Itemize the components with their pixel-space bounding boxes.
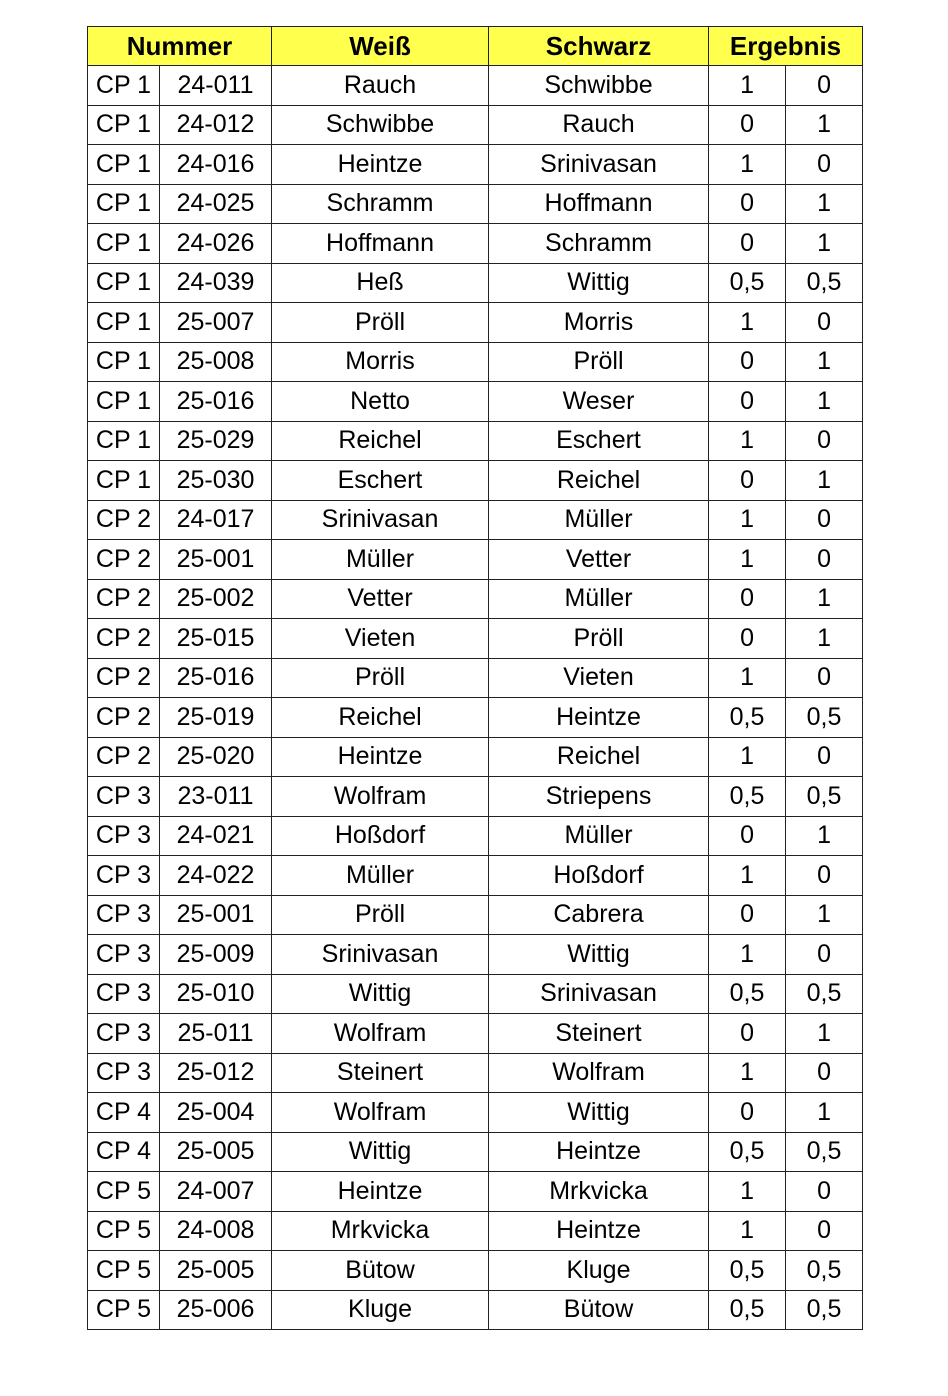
cell-cp: CP 3 xyxy=(88,777,160,817)
cell-white-player: Wolfram xyxy=(272,1014,489,1054)
cell-white-player: Schwibbe xyxy=(272,105,489,145)
cell-game-number: 25-009 xyxy=(160,935,272,975)
cell-game-number: 25-030 xyxy=(160,461,272,501)
cell-black-player: Schwibbe xyxy=(489,66,709,106)
cell-black-player: Srinivasan xyxy=(489,145,709,185)
cell-white-player: Steinert xyxy=(272,1053,489,1093)
table-row xyxy=(88,1053,863,1093)
cell-game-number: 25-001 xyxy=(160,540,272,580)
cell-result-black: 0,5 xyxy=(786,974,863,1014)
cell-cp: CP 1 xyxy=(88,224,160,264)
cell-game-number: 24-017 xyxy=(160,500,272,540)
cell-game-number: 25-007 xyxy=(160,303,272,343)
cell-white-player: Hoffmann xyxy=(272,224,489,264)
cell-result-black: 0 xyxy=(786,1172,863,1212)
cell-result-white: 1 xyxy=(709,421,786,461)
table-row xyxy=(88,421,863,461)
table-row xyxy=(88,382,863,422)
cell-cp: CP 2 xyxy=(88,619,160,659)
table-row xyxy=(88,816,863,856)
cell-result-black: 0,5 xyxy=(786,263,863,303)
table-row xyxy=(88,1014,863,1054)
cell-result-white: 1 xyxy=(709,1211,786,1251)
cell-cp: CP 1 xyxy=(88,184,160,224)
cell-result-white: 0 xyxy=(709,619,786,659)
cell-cp: CP 3 xyxy=(88,856,160,896)
cell-cp: CP 2 xyxy=(88,698,160,738)
table-row xyxy=(88,579,863,619)
cell-cp: CP 1 xyxy=(88,382,160,422)
header-weiss: Weiß xyxy=(272,27,489,66)
cell-black-player: Pröll xyxy=(489,619,709,659)
cell-white-player: Schramm xyxy=(272,184,489,224)
cell-result-black: 0 xyxy=(786,540,863,580)
cell-game-number: 25-005 xyxy=(160,1132,272,1172)
cell-result-black: 1 xyxy=(786,1093,863,1133)
cell-result-white: 0 xyxy=(709,1093,786,1133)
cell-result-black: 0 xyxy=(786,145,863,185)
cell-result-black: 0 xyxy=(786,737,863,777)
table-row xyxy=(88,856,863,896)
header-nummer: Nummer xyxy=(88,27,272,66)
cell-black-player: Reichel xyxy=(489,737,709,777)
cell-result-white: 1 xyxy=(709,540,786,580)
cell-white-player: Wittig xyxy=(272,974,489,1014)
cell-result-black: 0 xyxy=(786,1053,863,1093)
cell-result-white: 1 xyxy=(709,658,786,698)
cell-cp: CP 2 xyxy=(88,500,160,540)
cell-result-black: 1 xyxy=(786,816,863,856)
cell-result-black: 1 xyxy=(786,461,863,501)
cell-white-player: Vetter xyxy=(272,579,489,619)
cell-game-number: 25-005 xyxy=(160,1251,272,1291)
table-row xyxy=(88,66,863,106)
cell-black-player: Vetter xyxy=(489,540,709,580)
cell-cp: CP 2 xyxy=(88,579,160,619)
cell-black-player: Eschert xyxy=(489,421,709,461)
cell-result-white: 0,5 xyxy=(709,1290,786,1330)
cell-black-player: Schramm xyxy=(489,224,709,264)
cell-result-white: 0 xyxy=(709,895,786,935)
table-row xyxy=(88,1132,863,1172)
cell-white-player: Reichel xyxy=(272,698,489,738)
cell-white-player: Heß xyxy=(272,263,489,303)
cell-black-player: Wittig xyxy=(489,1093,709,1133)
cell-white-player: Kluge xyxy=(272,1290,489,1330)
cell-game-number: 25-020 xyxy=(160,737,272,777)
cell-result-white: 0 xyxy=(709,224,786,264)
cell-cp: CP 3 xyxy=(88,816,160,856)
cell-result-black: 0 xyxy=(786,500,863,540)
cell-result-black: 0,5 xyxy=(786,777,863,817)
cell-cp: CP 2 xyxy=(88,658,160,698)
header-schwarz: Schwarz xyxy=(489,27,709,66)
cell-game-number: 24-022 xyxy=(160,856,272,896)
cell-cp: CP 5 xyxy=(88,1172,160,1212)
cell-game-number: 24-021 xyxy=(160,816,272,856)
cell-game-number: 24-007 xyxy=(160,1172,272,1212)
cell-cp: CP 3 xyxy=(88,1053,160,1093)
cell-result-black: 0 xyxy=(786,935,863,975)
cell-cp: CP 1 xyxy=(88,145,160,185)
cell-result-white: 0,5 xyxy=(709,263,786,303)
cell-game-number: 25-015 xyxy=(160,619,272,659)
cell-white-player: Wittig xyxy=(272,1132,489,1172)
cell-game-number: 24-039 xyxy=(160,263,272,303)
cell-result-white: 0,5 xyxy=(709,698,786,738)
cell-game-number: 25-008 xyxy=(160,342,272,382)
cell-result-white: 0 xyxy=(709,105,786,145)
cell-result-black: 0,5 xyxy=(786,698,863,738)
cell-result-white: 0 xyxy=(709,816,786,856)
cell-result-white: 0 xyxy=(709,461,786,501)
cell-black-player: Heintze xyxy=(489,1211,709,1251)
table-row xyxy=(88,619,863,659)
cell-result-white: 0,5 xyxy=(709,777,786,817)
cell-result-black: 0,5 xyxy=(786,1290,863,1330)
cell-cp: CP 1 xyxy=(88,342,160,382)
cell-white-player: Eschert xyxy=(272,461,489,501)
cell-white-player: Wolfram xyxy=(272,777,489,817)
cell-black-player: Wittig xyxy=(489,935,709,975)
cell-black-player: Hoßdorf xyxy=(489,856,709,896)
cell-white-player: Rauch xyxy=(272,66,489,106)
cell-game-number: 25-016 xyxy=(160,382,272,422)
cell-black-player: Wolfram xyxy=(489,1053,709,1093)
cell-white-player: Mrkvicka xyxy=(272,1211,489,1251)
table-row xyxy=(88,658,863,698)
cell-result-black: 0 xyxy=(786,658,863,698)
cell-black-player: Morris xyxy=(489,303,709,343)
cell-game-number: 24-008 xyxy=(160,1211,272,1251)
table-row xyxy=(88,895,863,935)
table-row xyxy=(88,1211,863,1251)
cell-cp: CP 1 xyxy=(88,303,160,343)
cell-game-number: 25-006 xyxy=(160,1290,272,1330)
cell-result-black: 0,5 xyxy=(786,1132,863,1172)
cell-result-black: 0,5 xyxy=(786,1251,863,1291)
cell-white-player: Müller xyxy=(272,540,489,580)
cell-result-white: 0 xyxy=(709,579,786,619)
cell-game-number: 24-026 xyxy=(160,224,272,264)
cell-white-player: Müller xyxy=(272,856,489,896)
cell-cp: CP 3 xyxy=(88,974,160,1014)
cell-black-player: Wittig xyxy=(489,263,709,303)
cell-white-player: Pröll xyxy=(272,303,489,343)
cell-white-player: Wolfram xyxy=(272,1093,489,1133)
cell-white-player: Pröll xyxy=(272,658,489,698)
table-row xyxy=(88,461,863,501)
table-row xyxy=(88,184,863,224)
cell-white-player: Srinivasan xyxy=(272,935,489,975)
table-row xyxy=(88,737,863,777)
cell-white-player: Hoßdorf xyxy=(272,816,489,856)
table-row xyxy=(88,1290,863,1330)
cell-black-player: Srinivasan xyxy=(489,974,709,1014)
table-row xyxy=(88,1251,863,1291)
cell-black-player: Heintze xyxy=(489,698,709,738)
cell-game-number: 25-012 xyxy=(160,1053,272,1093)
cell-game-number: 24-025 xyxy=(160,184,272,224)
cell-white-player: Bütow xyxy=(272,1251,489,1291)
cell-game-number: 24-016 xyxy=(160,145,272,185)
cell-cp: CP 4 xyxy=(88,1132,160,1172)
cell-white-player: Pröll xyxy=(272,895,489,935)
cell-cp: CP 2 xyxy=(88,540,160,580)
cell-cp: CP 2 xyxy=(88,737,160,777)
table-row xyxy=(88,500,863,540)
cell-result-black: 1 xyxy=(786,1014,863,1054)
cell-black-player: Müller xyxy=(489,500,709,540)
cell-result-black: 1 xyxy=(786,895,863,935)
results-table xyxy=(87,26,863,1330)
table-row xyxy=(88,974,863,1014)
cell-game-number: 25-001 xyxy=(160,895,272,935)
cell-game-number: 23-011 xyxy=(160,777,272,817)
cell-cp: CP 5 xyxy=(88,1290,160,1330)
cell-black-player: Bütow xyxy=(489,1290,709,1330)
cell-game-number: 25-010 xyxy=(160,974,272,1014)
cell-black-player: Müller xyxy=(489,579,709,619)
cell-white-player: Heintze xyxy=(272,737,489,777)
cell-game-number: 25-029 xyxy=(160,421,272,461)
cell-cp: CP 5 xyxy=(88,1251,160,1291)
cell-result-black: 1 xyxy=(786,184,863,224)
cell-result-black: 0 xyxy=(786,856,863,896)
cell-cp: CP 3 xyxy=(88,1014,160,1054)
header-ergebnis: Ergebnis xyxy=(709,27,863,66)
table-header xyxy=(88,27,863,66)
table-body xyxy=(88,66,863,1330)
cell-cp: CP 1 xyxy=(88,105,160,145)
cell-result-black: 0 xyxy=(786,421,863,461)
cell-result-white: 0 xyxy=(709,1014,786,1054)
cell-result-white: 0 xyxy=(709,382,786,422)
cell-white-player: Heintze xyxy=(272,1172,489,1212)
cell-cp: CP 1 xyxy=(88,421,160,461)
cell-result-white: 0,5 xyxy=(709,1251,786,1291)
cell-result-black: 1 xyxy=(786,619,863,659)
cell-result-black: 1 xyxy=(786,224,863,264)
cell-result-black: 1 xyxy=(786,579,863,619)
cell-black-player: Hoffmann xyxy=(489,184,709,224)
cell-black-player: Pröll xyxy=(489,342,709,382)
cell-game-number: 25-002 xyxy=(160,579,272,619)
cell-cp: CP 5 xyxy=(88,1211,160,1251)
cell-result-white: 1 xyxy=(709,1172,786,1212)
cell-result-black: 0 xyxy=(786,1211,863,1251)
cell-game-number: 24-012 xyxy=(160,105,272,145)
table-row xyxy=(88,224,863,264)
cell-game-number: 24-011 xyxy=(160,66,272,106)
cell-result-white: 1 xyxy=(709,303,786,343)
cell-result-white: 0 xyxy=(709,184,786,224)
table-row xyxy=(88,342,863,382)
cell-result-white: 1 xyxy=(709,500,786,540)
cell-black-player: Weser xyxy=(489,382,709,422)
cell-cp: CP 3 xyxy=(88,935,160,975)
table-row xyxy=(88,777,863,817)
cell-result-white: 0 xyxy=(709,342,786,382)
cell-black-player: Cabrera xyxy=(489,895,709,935)
cell-black-player: Striepens xyxy=(489,777,709,817)
cell-black-player: Vieten xyxy=(489,658,709,698)
cell-black-player: Reichel xyxy=(489,461,709,501)
table-row xyxy=(88,263,863,303)
cell-cp: CP 4 xyxy=(88,1093,160,1133)
cell-result-black: 0 xyxy=(786,303,863,343)
cell-result-white: 1 xyxy=(709,856,786,896)
table-row xyxy=(88,935,863,975)
header-row xyxy=(88,27,863,66)
cell-game-number: 25-004 xyxy=(160,1093,272,1133)
cell-black-player: Mrkvicka xyxy=(489,1172,709,1212)
cell-result-white: 1 xyxy=(709,935,786,975)
cell-result-white: 1 xyxy=(709,737,786,777)
cell-white-player: Reichel xyxy=(272,421,489,461)
table-row xyxy=(88,698,863,738)
table-row xyxy=(88,105,863,145)
cell-result-white: 1 xyxy=(709,145,786,185)
cell-cp: CP 3 xyxy=(88,895,160,935)
cell-result-white: 1 xyxy=(709,1053,786,1093)
cell-result-black: 1 xyxy=(786,105,863,145)
cell-black-player: Rauch xyxy=(489,105,709,145)
cell-white-player: Morris xyxy=(272,342,489,382)
cell-white-player: Netto xyxy=(272,382,489,422)
cell-game-number: 25-016 xyxy=(160,658,272,698)
cell-game-number: 25-019 xyxy=(160,698,272,738)
cell-result-white: 0,5 xyxy=(709,974,786,1014)
cell-result-black: 1 xyxy=(786,382,863,422)
cell-black-player: Heintze xyxy=(489,1132,709,1172)
cell-result-white: 1 xyxy=(709,66,786,106)
table-row xyxy=(88,303,863,343)
table-row xyxy=(88,145,863,185)
cell-result-black: 1 xyxy=(786,342,863,382)
cell-black-player: Kluge xyxy=(489,1251,709,1291)
cell-result-black: 0 xyxy=(786,66,863,106)
cell-cp: CP 1 xyxy=(88,461,160,501)
cell-black-player: Müller xyxy=(489,816,709,856)
table-row xyxy=(88,540,863,580)
cell-white-player: Srinivasan xyxy=(272,500,489,540)
cell-black-player: Steinert xyxy=(489,1014,709,1054)
cell-cp: CP 1 xyxy=(88,66,160,106)
cell-game-number: 25-011 xyxy=(160,1014,272,1054)
cell-white-player: Heintze xyxy=(272,145,489,185)
table-row xyxy=(88,1172,863,1212)
cell-cp: CP 1 xyxy=(88,263,160,303)
cell-result-white: 0,5 xyxy=(709,1132,786,1172)
cell-white-player: Vieten xyxy=(272,619,489,659)
table-row xyxy=(88,1093,863,1133)
